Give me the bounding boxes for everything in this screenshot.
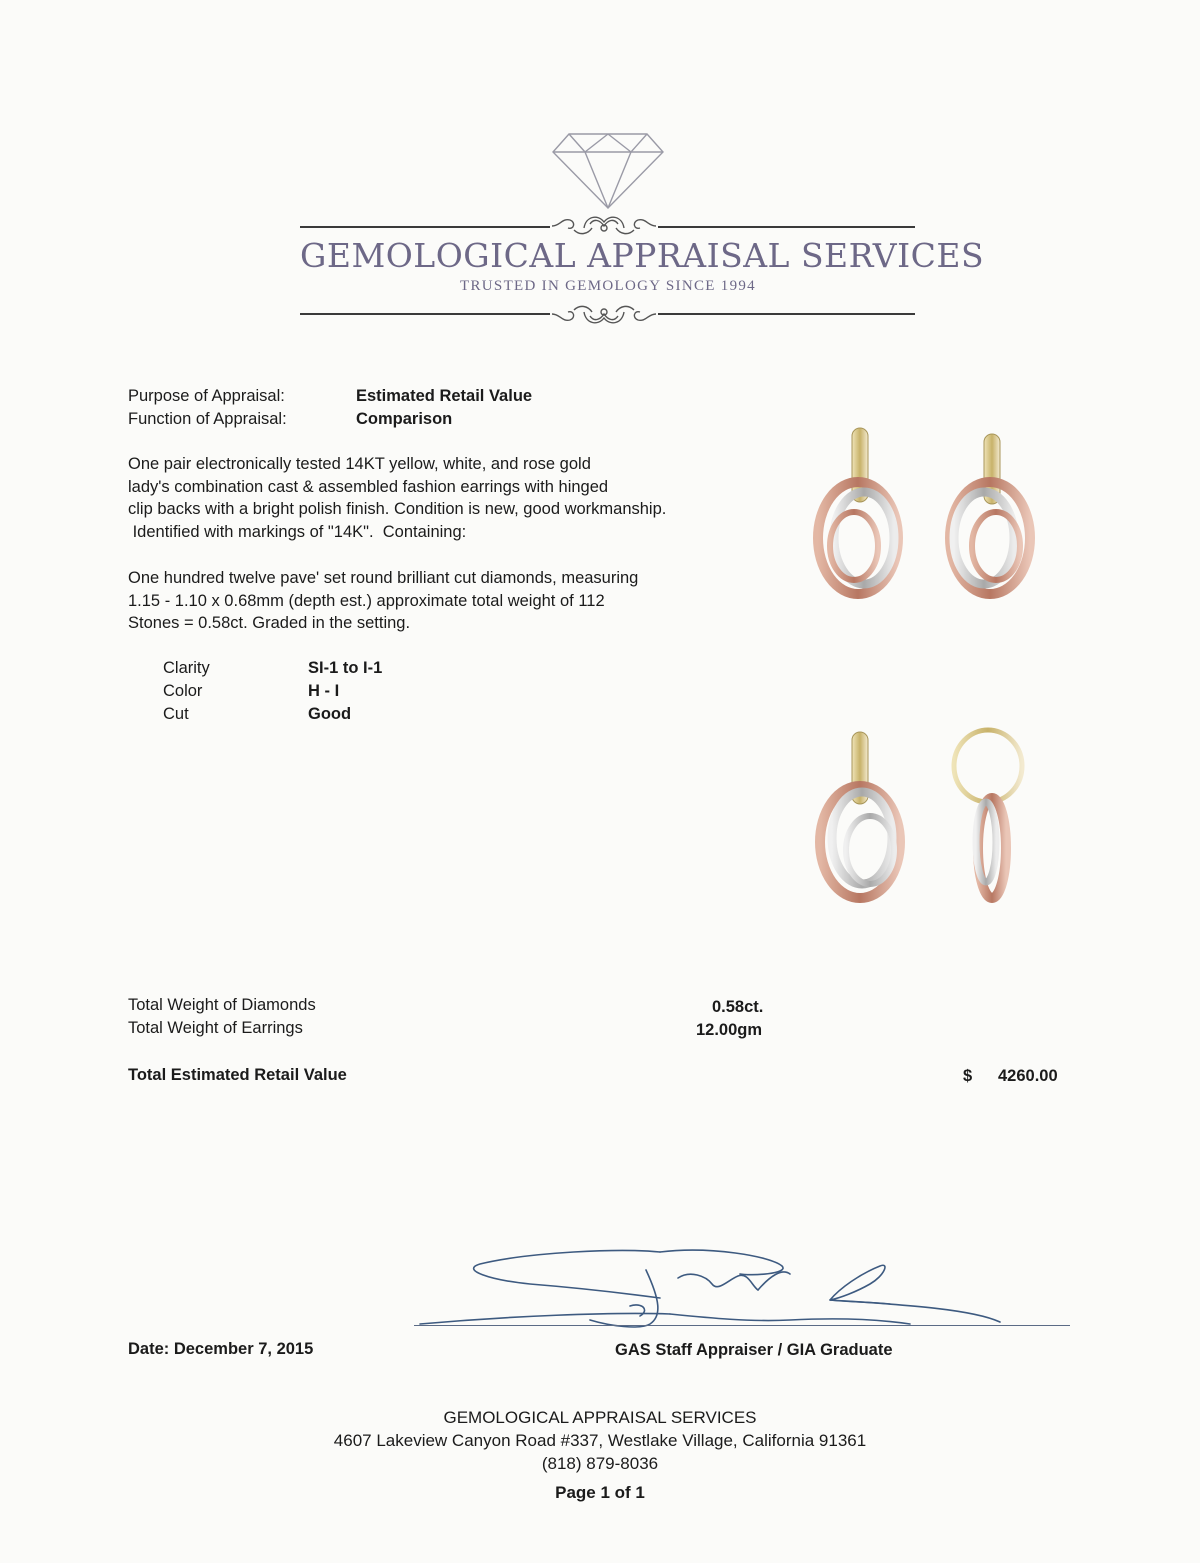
header-rule-top-left <box>300 226 550 228</box>
purpose-label: Purpose of Appraisal: <box>128 387 285 405</box>
diamond-icon <box>551 132 665 210</box>
diamond-line: One hundred twelve pave' set round brilliant cut diamonds, measuring <box>128 569 639 587</box>
total-diamond-weight-value: 0.58ct. <box>712 998 764 1016</box>
earring-photo-side <box>800 726 1060 916</box>
footer-address: 4607 Lakeview Canyon Road #337, Westlake Village, California 91361 <box>333 1431 867 1450</box>
grading-label: Color <box>163 682 203 700</box>
diamond-line: Stones = 0.58ct. Graded in the setting. <box>128 614 411 632</box>
total-diamond-weight-label: Total Weight of Diamonds <box>128 996 316 1014</box>
total-retail-value: 4260.00 <box>998 1067 1058 1085</box>
description-line: lady's combination cast & assembled fashion earrings with hinged <box>128 477 609 496</box>
left-earring <box>818 428 898 594</box>
grading-label: Clarity <box>163 659 210 677</box>
appraisal-date: Date: December 7, 2015 <box>128 1340 314 1358</box>
profile-earring <box>954 730 1022 898</box>
header-rule-bottom-left <box>300 313 550 315</box>
description-line: One pair electronically tested 14KT yellow, white, and rose gold <box>128 455 591 473</box>
appraiser-title: GAS Staff Appraiser / GIA Graduate <box>615 1341 893 1359</box>
company-tagline: TRUSTED IN GEMOLOGY SINCE 1994 <box>460 278 756 294</box>
diamond-description <box>128 567 638 635</box>
purpose-value: Estimated Retail Value <box>356 387 533 405</box>
grading-value: SI-1 to I-1 <box>308 659 383 677</box>
right-earring <box>950 434 1030 594</box>
function-value: Comparison <box>356 410 453 428</box>
function-label: Function of Appraisal: <box>128 410 287 428</box>
front-earring <box>820 732 900 898</box>
diamond-line: 1.15 - 1.10 x 0.68mm (depth est.) approximate total weight of 112 <box>128 591 605 610</box>
grading-value: Good <box>308 705 352 723</box>
company-title: GEMOLOGICAL APPRAISAL SERVICES <box>300 236 985 275</box>
total-retail-label: Total Estimated Retail Value <box>128 1066 347 1084</box>
grading-label: Cut <box>163 705 189 723</box>
header-rule-bottom-right <box>658 313 915 315</box>
flourish-ornament-bottom <box>550 298 658 334</box>
header-rule-top-right <box>658 226 915 228</box>
grading-value: H - I <box>308 682 340 700</box>
signature-line <box>414 1325 1070 1326</box>
description-line: Identified with markings of "14K". Containing: <box>128 522 467 541</box>
item-description <box>128 453 666 543</box>
total-earring-weight-value: 12.00gm <box>696 1021 763 1039</box>
footer-phone: (818) 879-8036 <box>541 1454 659 1473</box>
earring-photo-front <box>800 420 1060 610</box>
footer-company: GEMOLOGICAL APPRAISAL SERVICES <box>443 1408 757 1427</box>
page-number: Page 1 of 1 <box>555 1483 645 1502</box>
description-line: clip backs with a bright polish finish. Condition is new, good workmanship. <box>128 500 667 518</box>
total-earring-weight-label: Total Weight of Earrings <box>128 1019 303 1037</box>
currency-symbol: $ <box>963 1067 973 1085</box>
